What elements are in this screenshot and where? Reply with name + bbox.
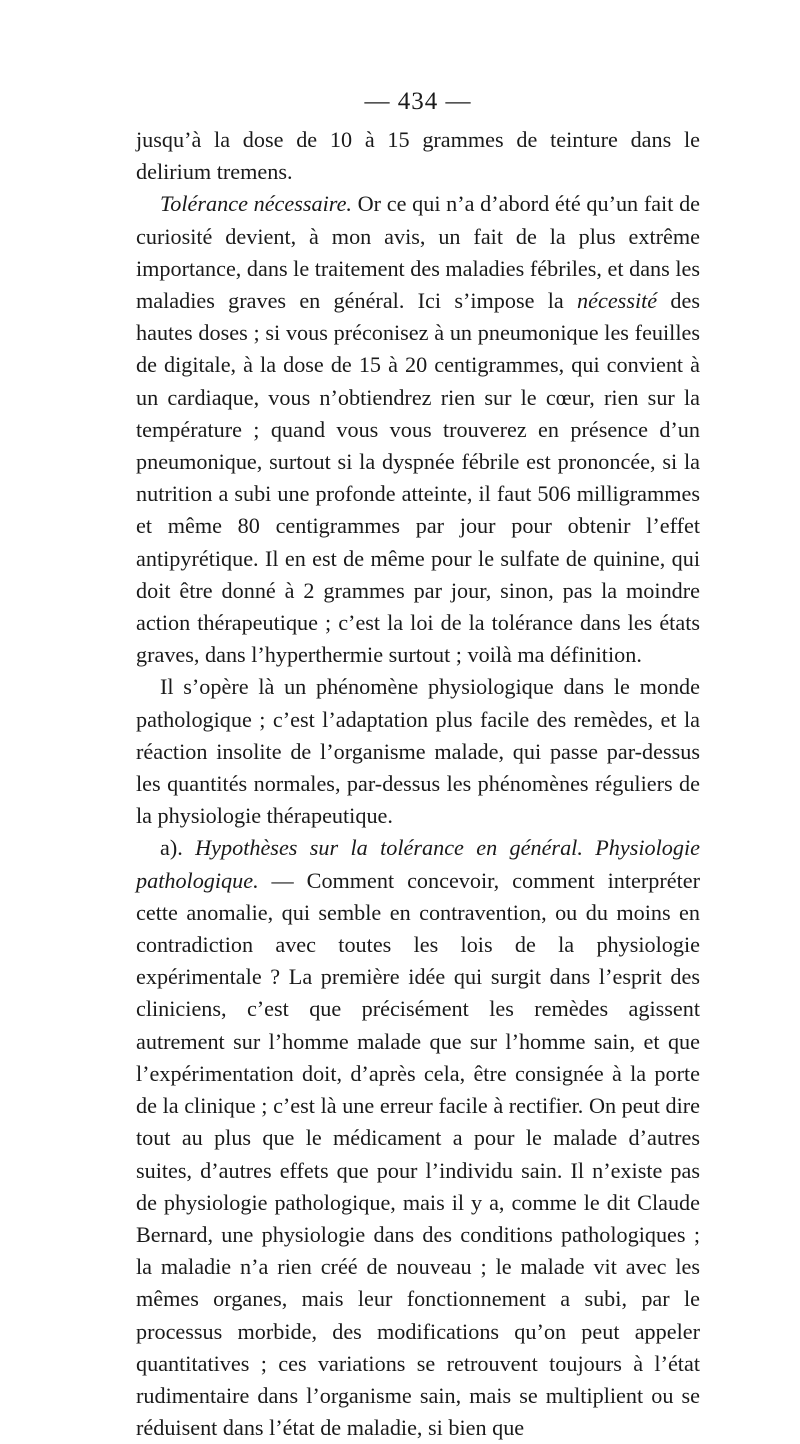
paragraph — [136, 188, 700, 671]
italic-text: Hypothèses sur la tolérance en général. Physiologie pathologique. — [136, 835, 700, 893]
text-run: jusqu’à la dose de 10 à 15 grammes de teinture dans le delirium tremens. — [136, 127, 700, 185]
paragraph — [136, 124, 700, 188]
italic-text: nécessité — [577, 288, 658, 314]
text-run: des hautes doses ; si vous préconisez à un pneumonique les feuilles de digitale, à la dose de 15 à 20 centigrammes, qui convient à un cardiaque, vous n’obtiendrez rien sur le cœur, rien sur la température ; quand vous vous trouverez en présence d’un pneumonique, surtout si la dyspnée fébrile est prononcée, si la nutrition a subi une profonde atteinte, il faut 506 milligrammes et même 80 centigrammes par jour pour obtenir l’effet antipyrétique. Il en est de même pour le sulfate de quinine, qui doit être donné à 2 grammes par jour, sinon, pas la moindre action thérapeutique ; c’est la loi de la tolérance dans les états graves, dans l’hyperthermie surtout ; voilà ma définition. — [136, 288, 700, 668]
paragraph — [136, 832, 700, 1444]
text-run: Or ce qui n’a d’abord été qu’un fait de curiosité devient, à mon avis, un fait de la plus extrême importance, dans le traitement des maladies fébriles, et dans les maladies graves en général. Ici s’impose la — [136, 191, 701, 314]
text-run: Il s’opère là un phénomène physiologique dans le monde pathologique ; c’est l’adaptation plus facile des remèdes, et la réaction insolite de l’organisme malade, qui passe par-dessus les quantités normales, par-dessus les phénomènes réguliers de la physiologie thérapeutique. — [136, 674, 700, 829]
text-run: — Comment concevoir, comment interpréter cette anomalie, qui semble en contravention, ou du moins en contradiction avec toutes les lois de la physiologie expérimentale ? La première idée qui surgit dans l’esprit des cliniciens, c’est que précisément les remèdes agissent autrement sur l’homme malade que sur l’homme sain, et que l’expérimentation doit, d’après cela, être consignée à la porte de la clinique ; c’est là une erreur facile à rectifier. On peut dire tout au plus que le médicament a pour le malade d’autres suites, d’autres effets que pour l’individu sain. Il n’existe pas de physiologie pathologique, mais il y a, comme le dit Claude Bernard, une physiologie dans des conditions pathologiques ; la maladie n’a rien créé de nouveau ; le malade vit avec les mêmes organes, mais leur fonctionnement a subi, par le processus morbide, des modifications qu’on peut appeler quantitatives ; ces variations se retrouvent toujours à l’état rudimentaire dans l’organisme sain, mais se multiplient ou se réduisent dans l’état de maladie, si bien que — [136, 867, 700, 1441]
paragraph — [136, 671, 700, 832]
text-run: a). — [160, 835, 196, 861]
page-number: — 434 — — [364, 88, 472, 115]
italic-text: Tolérance nécessaire. — [160, 191, 352, 217]
body-text — [136, 124, 700, 1444]
